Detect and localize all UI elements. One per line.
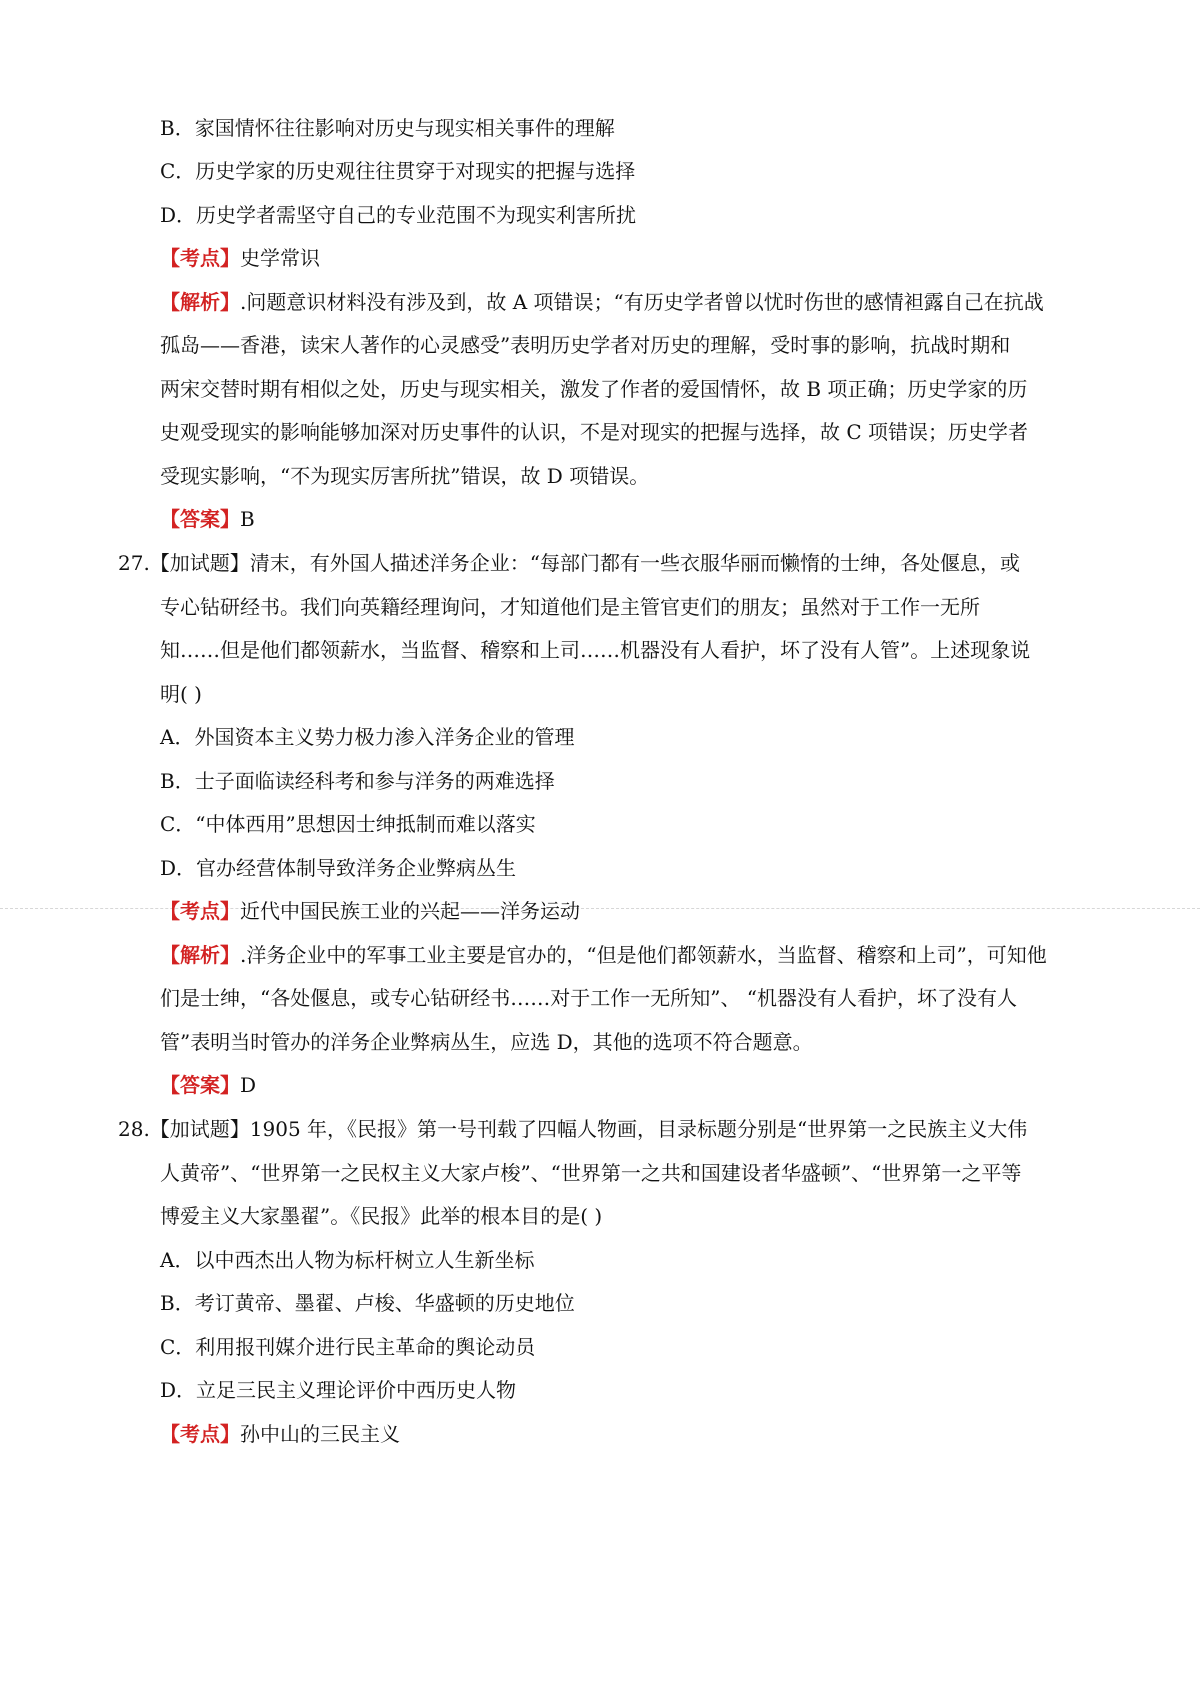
q27-option-b: B．士子面临读经科考和参与洋务的两难选择 — [160, 769, 555, 793]
q27-stem-line-4: 明( ) — [160, 682, 202, 706]
q27-stem-line-3: 知……但是他们都领薪水，当监督、稽察和上司……机器没有人看护，坏了没有人管”。上述现象说 — [160, 638, 1031, 662]
q26-jiexi-line-5: 受现实影响，“不为现实厉害所扰”错误，故 D 项错误。 — [160, 464, 650, 488]
q28-option-d: D．立足三民主义理论评价中西历史人物 — [160, 1378, 517, 1402]
q26-jiexi-line-1 — [160, 288, 1100, 316]
q28-kaodian-line — [160, 1420, 1100, 1448]
kaodian-tag: 【考点】 — [160, 1422, 240, 1446]
q26-option-c: C．历史学家的历史观往往贯穿于对现实的把握与选择 — [160, 159, 636, 183]
q27-jiexi-line-2: 们是士绅，“各处偃息，或专心钻研经书……对于工作一无所知”、 “机器没有人看护，坏了没有人 — [160, 986, 1018, 1010]
q26-jiexi-line-3: 两宋交替时期有相似之处，历史与现实相关，激发了作者的爱国情怀，故 B 项正确；历史学家的历 — [160, 377, 1028, 401]
q27-option-d: D．官办经营体制导致洋务企业弊病丛生 — [160, 856, 517, 880]
jiexi-tag: 【解析】 — [160, 943, 240, 967]
q26-jiexi-line-4: 史观受现实的影响能够加深对历史事件的认识，不是对现实的把握与选择，故 C 项错误；历史学者 — [160, 420, 1029, 444]
q27-option-a: A．外国资本主义势力极力渗入洋务企业的管理 — [160, 725, 575, 749]
q27-answer-line — [160, 1071, 1100, 1099]
q28-stem-line-1: 28.【加试题】1905 年，《民报》第一号刊载了四幅人物画，目录标题分别是“世界第一之民族主义大伟 — [118, 1117, 1028, 1141]
kaodian-tag: 【考点】 — [160, 246, 240, 270]
kaodian-tag: 【考点】 — [160, 899, 240, 923]
q28-option-c: C．利用报刊媒介进行民主革命的舆论动员 — [160, 1335, 536, 1359]
q27-jiexi-line-3: 管”表明当时管办的洋务企业弊病丛生，应选 D，其他的选项不符合题意。 — [160, 1030, 813, 1054]
q27-answer: D — [240, 1073, 257, 1097]
q28-kaodian-text: 孙中山的三民主义 — [240, 1422, 400, 1446]
q28-option-a: A．以中西杰出人物为标杆树立人生新坐标 — [160, 1248, 535, 1272]
q28-stem-line-3: 博爱主义大家墨翟”。《民报》此举的根本目的是( ) — [160, 1204, 603, 1228]
q26-kaodian-line — [160, 244, 1100, 272]
daan-tag: 【答案】 — [160, 507, 240, 531]
q26-answer-line — [160, 505, 1100, 533]
q27-stem-line-1: 27.【加试题】清末，有外国人描述洋务企业：“每部门都有一些衣服华丽而懒惰的士绅，各处偃息，或 — [118, 551, 1021, 575]
q26-jiexi-text: .问题意识材料没有涉及到，故 A 项错误；“有历史学者曾以忧时伤世的感情袒露自己在抗战 — [240, 290, 1044, 314]
q27-stem-line-2: 专心钻研经书。我们向英籍经理询问，才知道他们是主管官吏们的朋友；虽然对于工作一无所 — [160, 595, 980, 619]
q28-stem-line-2: 人黄帝”、“世界第一之民权主义大家卢梭”、“世界第一之共和国建设者华盛顿”、“世界第一之平等 — [160, 1161, 1022, 1185]
q26-option-d: D．历史学者需坚守自己的专业范围不为现实利害所扰 — [160, 203, 637, 227]
q26-jiexi-line-2: 孤岛——香港，读宋人著作的心灵感受”表明历史学者对历史的理解，受时事的影响，抗战时期和 — [160, 333, 1011, 357]
jiexi-tag: 【解析】 — [160, 290, 240, 314]
q26-answer: B — [240, 507, 255, 531]
q27-jiexi-text: .洋务企业中的军事工业主要是官办的，“但是他们都领薪水，当监督、稽察和上司”，可知他 — [240, 943, 1047, 967]
q26-option-b: B．家国情怀往往影响对历史与现实相关事件的理解 — [160, 116, 615, 140]
q27-kaodian-line — [160, 897, 1100, 925]
q26-kaodian-text: 史学常识 — [240, 246, 320, 270]
q27-jiexi-line-1 — [160, 941, 1100, 969]
q28-option-b: B．考订黄帝、墨翟、卢梭、华盛顿的历史地位 — [160, 1291, 575, 1315]
daan-tag: 【答案】 — [160, 1073, 240, 1097]
q27-kaodian-text: 近代中国民族工业的兴起——洋务运动 — [240, 899, 580, 923]
q27-option-c: C．“中体西用”思想因士绅抵制而难以落实 — [160, 812, 536, 836]
